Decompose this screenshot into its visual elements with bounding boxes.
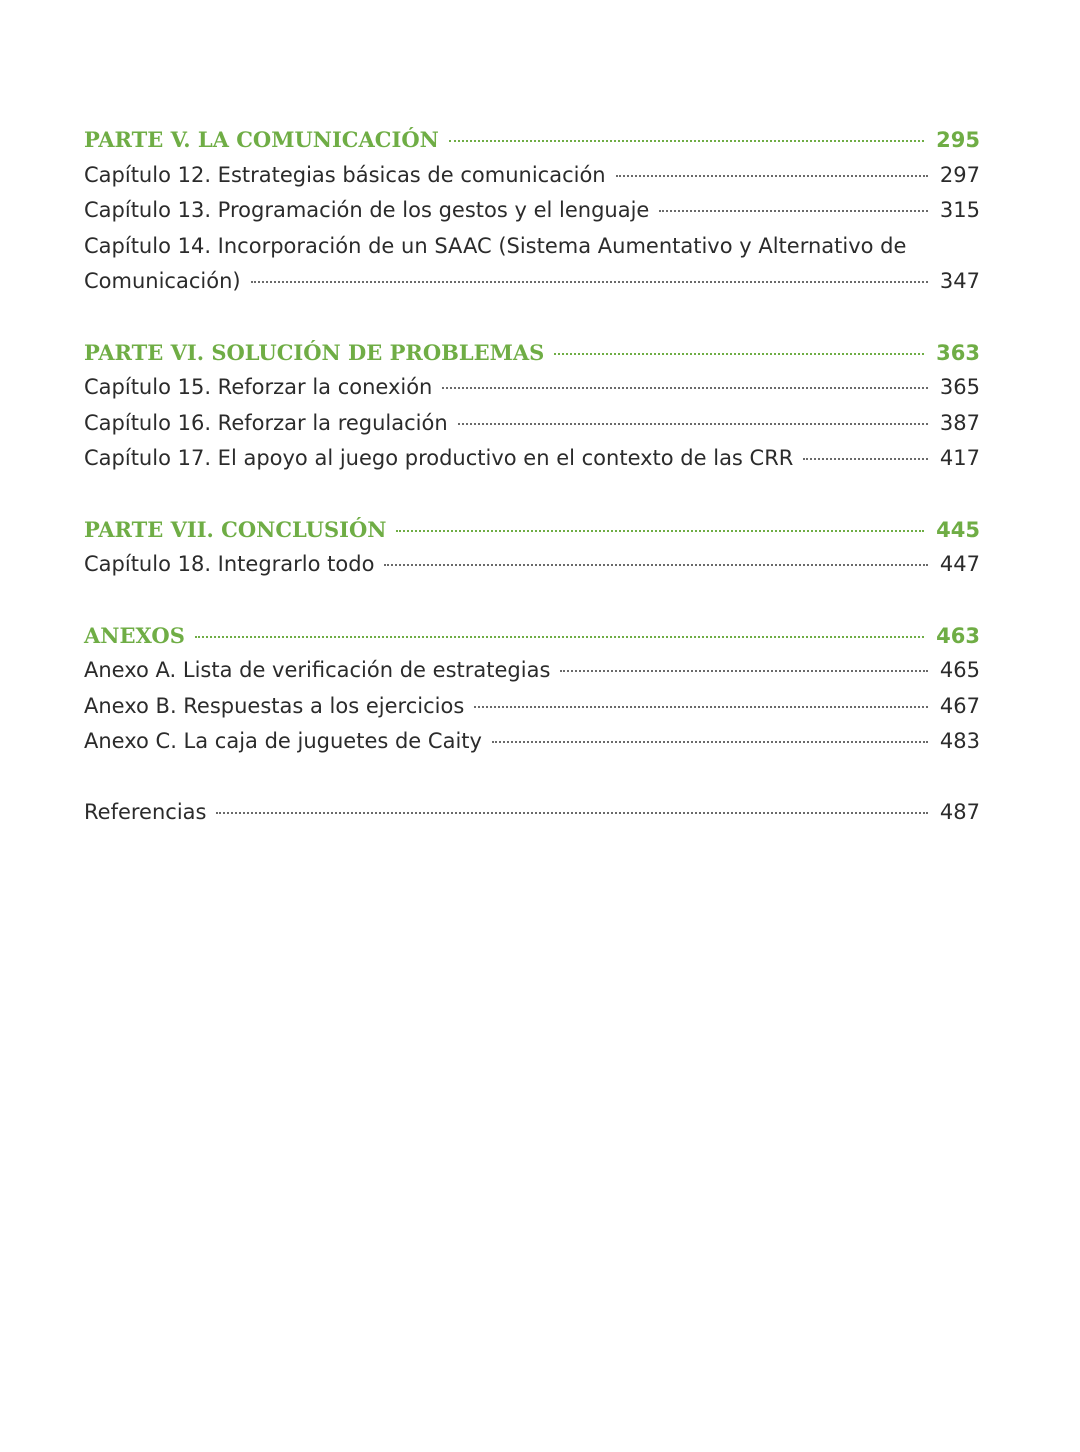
dot-leader [474, 706, 928, 708]
section-spacer [84, 760, 980, 795]
toc-annex-entry[interactable] [84, 653, 980, 689]
section-spacer [84, 300, 980, 335]
chapter-title: Capítulo 13. Programación de los gestos y el lenguaje [84, 198, 650, 222]
dot-leader [449, 140, 924, 142]
dot-leader [442, 387, 928, 389]
page-number: 447 [939, 552, 980, 576]
dot-leader [616, 175, 928, 177]
toc-part-heading[interactable] [84, 335, 980, 371]
dot-leader [251, 281, 928, 283]
toc-part-heading[interactable] [84, 618, 980, 654]
toc-chapter-entry[interactable] [84, 158, 980, 194]
toc-chapter-entry-line1[interactable] [84, 229, 980, 265]
dot-leader [396, 530, 924, 532]
dot-leader [458, 423, 928, 425]
toc-annex-entry[interactable] [84, 689, 980, 725]
page-number: 387 [939, 410, 980, 435]
toc-references-entry[interactable] [84, 795, 980, 831]
toc-chapter-entry[interactable] [84, 370, 980, 406]
dot-leader [554, 353, 924, 355]
page-number: 483 [939, 729, 980, 753]
section-spacer [84, 583, 980, 618]
annex-title: Anexo C. La caja de juguetes de Caity [84, 729, 482, 753]
chapter-title: Capítulo 18. Integrarlo todo [84, 552, 375, 576]
toc-chapter-entry[interactable] [84, 547, 980, 583]
page-number: 445 [936, 517, 980, 542]
page-number: 487 [939, 799, 980, 824]
page-number: 463 [936, 623, 980, 648]
section-spacer [84, 477, 980, 512]
page-number: 315 [939, 198, 980, 222]
part-title: ANEXOS [84, 622, 185, 648]
page-number: 297 [939, 162, 980, 187]
part-title: PARTE V. LA COMUNICACIÓN [84, 127, 439, 152]
references-title: Referencias [84, 799, 207, 824]
chapter-title: Capítulo 17. El apoyo al juego productivo en el contexto de las CRR [84, 446, 794, 470]
annex-title: Anexo A. Lista de verificación de estrategias [84, 658, 551, 682]
chapter-title: Capítulo 14. Incorporación de un SAAC (Sistema Aumentativo y Alternativo de [84, 233, 907, 258]
chapter-title: Capítulo 15. Reforzar la conexión [84, 375, 433, 399]
chapter-title: Capítulo 16. Reforzar la regulación [84, 410, 448, 435]
toc-annex-entry[interactable] [84, 724, 980, 760]
dot-leader [195, 636, 924, 638]
toc-chapter-entry[interactable] [84, 193, 980, 229]
page-number: 465 [939, 658, 980, 682]
toc-part-heading[interactable] [84, 512, 980, 548]
page-number: 467 [939, 693, 980, 718]
toc-part-heading[interactable] [84, 122, 980, 158]
annex-title: Anexo B. Respuestas a los ejercicios [84, 693, 465, 718]
part-title: PARTE VII. CONCLUSIÓN [84, 516, 387, 542]
dot-leader [384, 564, 927, 566]
chapter-title: Capítulo 12. Estrategias básicas de comunicación [84, 162, 606, 187]
dot-leader [216, 812, 927, 814]
dot-leader [659, 210, 928, 212]
page-number: 365 [939, 375, 980, 399]
dot-leader [803, 458, 928, 460]
dot-leader [492, 741, 928, 743]
toc-chapter-entry[interactable] [84, 441, 980, 477]
page-number: 363 [936, 340, 980, 365]
toc-chapter-entry-line2[interactable] [84, 264, 980, 300]
dot-leader [560, 670, 928, 672]
part-title: PARTE VI. SOLUCIÓN DE PROBLEMAS [84, 339, 545, 365]
page-number: 347 [939, 269, 980, 293]
table-of-contents [84, 122, 980, 830]
page-number: 295 [936, 128, 980, 152]
chapter-title-continued: Comunicación) [84, 269, 241, 293]
toc-chapter-entry[interactable] [84, 406, 980, 442]
page-number: 417 [939, 446, 980, 470]
